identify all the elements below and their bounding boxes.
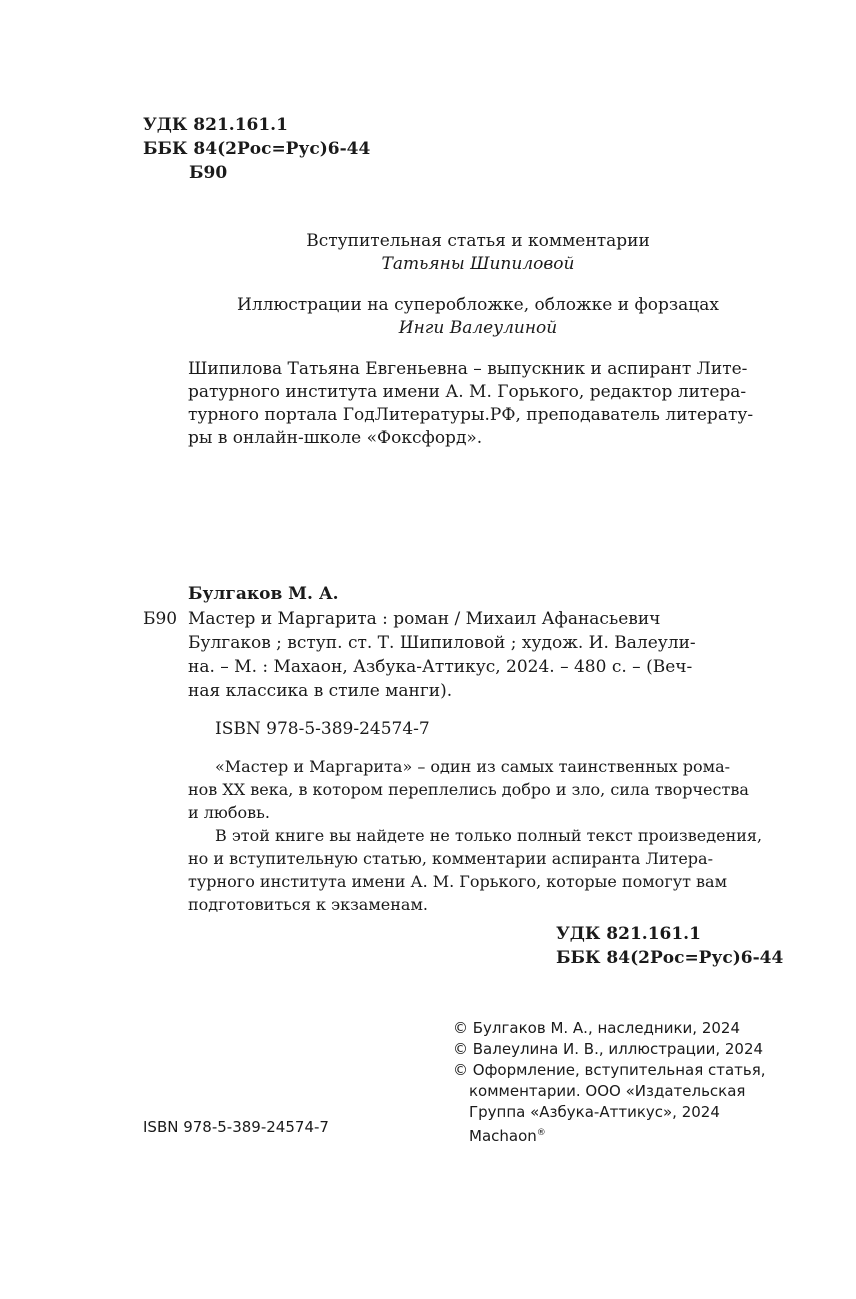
illus-name: Инги Валеулиной (398, 318, 558, 338)
annotation-line: но и вступительную статью, комментарии аспиранта Литера- (188, 849, 713, 868)
catalog-mark: Б90 (143, 609, 178, 629)
intro-name: Татьяны Шипиловой (381, 254, 575, 274)
bio-line: ры в онлайн-школе «Фоксфорд». (188, 428, 483, 448)
header-codes (143, 113, 370, 185)
description-line: на. – М. : Махаон, Азбука-Аттикус, 2024. – 480 с. – (Веч- (188, 657, 693, 677)
copyright-line: Группа «Азбука-Аттикус», 2024 (469, 1103, 720, 1121)
bottom-isbn: ISBN 978-5-389-24574-7 (143, 1118, 329, 1136)
copyright-line: © Оформление, вступительная статья, (453, 1061, 766, 1079)
illus-label: Иллюстрации на суперобложке, обложке и форзацах (237, 295, 719, 315)
annotation-line: турного института имени А. М. Горького, которые помогут вам (188, 872, 728, 891)
catalog-isbn: ISBN 978-5-389-24574-7 (215, 719, 430, 739)
credits-illustrations (188, 294, 768, 340)
footer-udk: УДК 821.161.1 (556, 924, 701, 944)
annotation-line: подготовиться к экзаменам. (188, 895, 428, 914)
copyright-line: © Валеулина И. В., иллюстрации, 2024 (453, 1040, 764, 1058)
author-bio (188, 358, 768, 450)
description-line: ная классика в стиле манги). (188, 681, 453, 701)
description-line: Мастер и Маргарита : роман / Михаил Афанасьевич (188, 609, 661, 629)
copyright-line: © Булгаков М. А., наследники, 2024 (453, 1019, 740, 1037)
footer-codes (556, 922, 783, 970)
annotation-line: В этой книге вы найдете не только полный текст произведения, (215, 826, 763, 845)
catalog-author-heading: Булгаков М. А. (188, 584, 339, 604)
header-udk: УДК 821.161.1 (143, 115, 288, 135)
annotation-line: нов XX века, в котором переплелись добро и зло, сила творчества (188, 780, 749, 799)
copyright-machaon (453, 1123, 766, 1147)
credits-intro (188, 230, 768, 276)
footer-bbk: ББК 84(2Рос=Рус)6-44 (556, 948, 784, 968)
copyright-line: комментарии. ООО «Издательская (469, 1082, 746, 1100)
header-author-mark: Б90 (189, 163, 228, 183)
bio-line: Шипилова Татьяна Евгеньевна – выпускник и аспирант Лите- (188, 359, 748, 379)
annotation-line: «Мастер и Маргарита» – один из самых таинственных рома- (215, 757, 731, 776)
copyright-block (453, 1018, 766, 1147)
annotation (188, 755, 768, 916)
intro-label: Вступительная статья и комментарии (306, 231, 650, 251)
machaon-text: Machaon (469, 1127, 537, 1145)
description-line: Булгаков ; вступ. ст. Т. Шипиловой ; худож. И. Валеули- (188, 633, 696, 653)
header-bbk: ББК 84(2Рос=Рус)6-44 (143, 139, 371, 159)
annotation-line: и любовь. (188, 803, 270, 822)
registered-mark: ® (536, 1128, 546, 1138)
bio-line: турного портала ГодЛитературы.РФ, преподаватель литерату- (188, 405, 754, 425)
catalog-description (188, 607, 768, 703)
bio-line: ратурного института имени А. М. Горького, редактор литера- (188, 382, 747, 402)
